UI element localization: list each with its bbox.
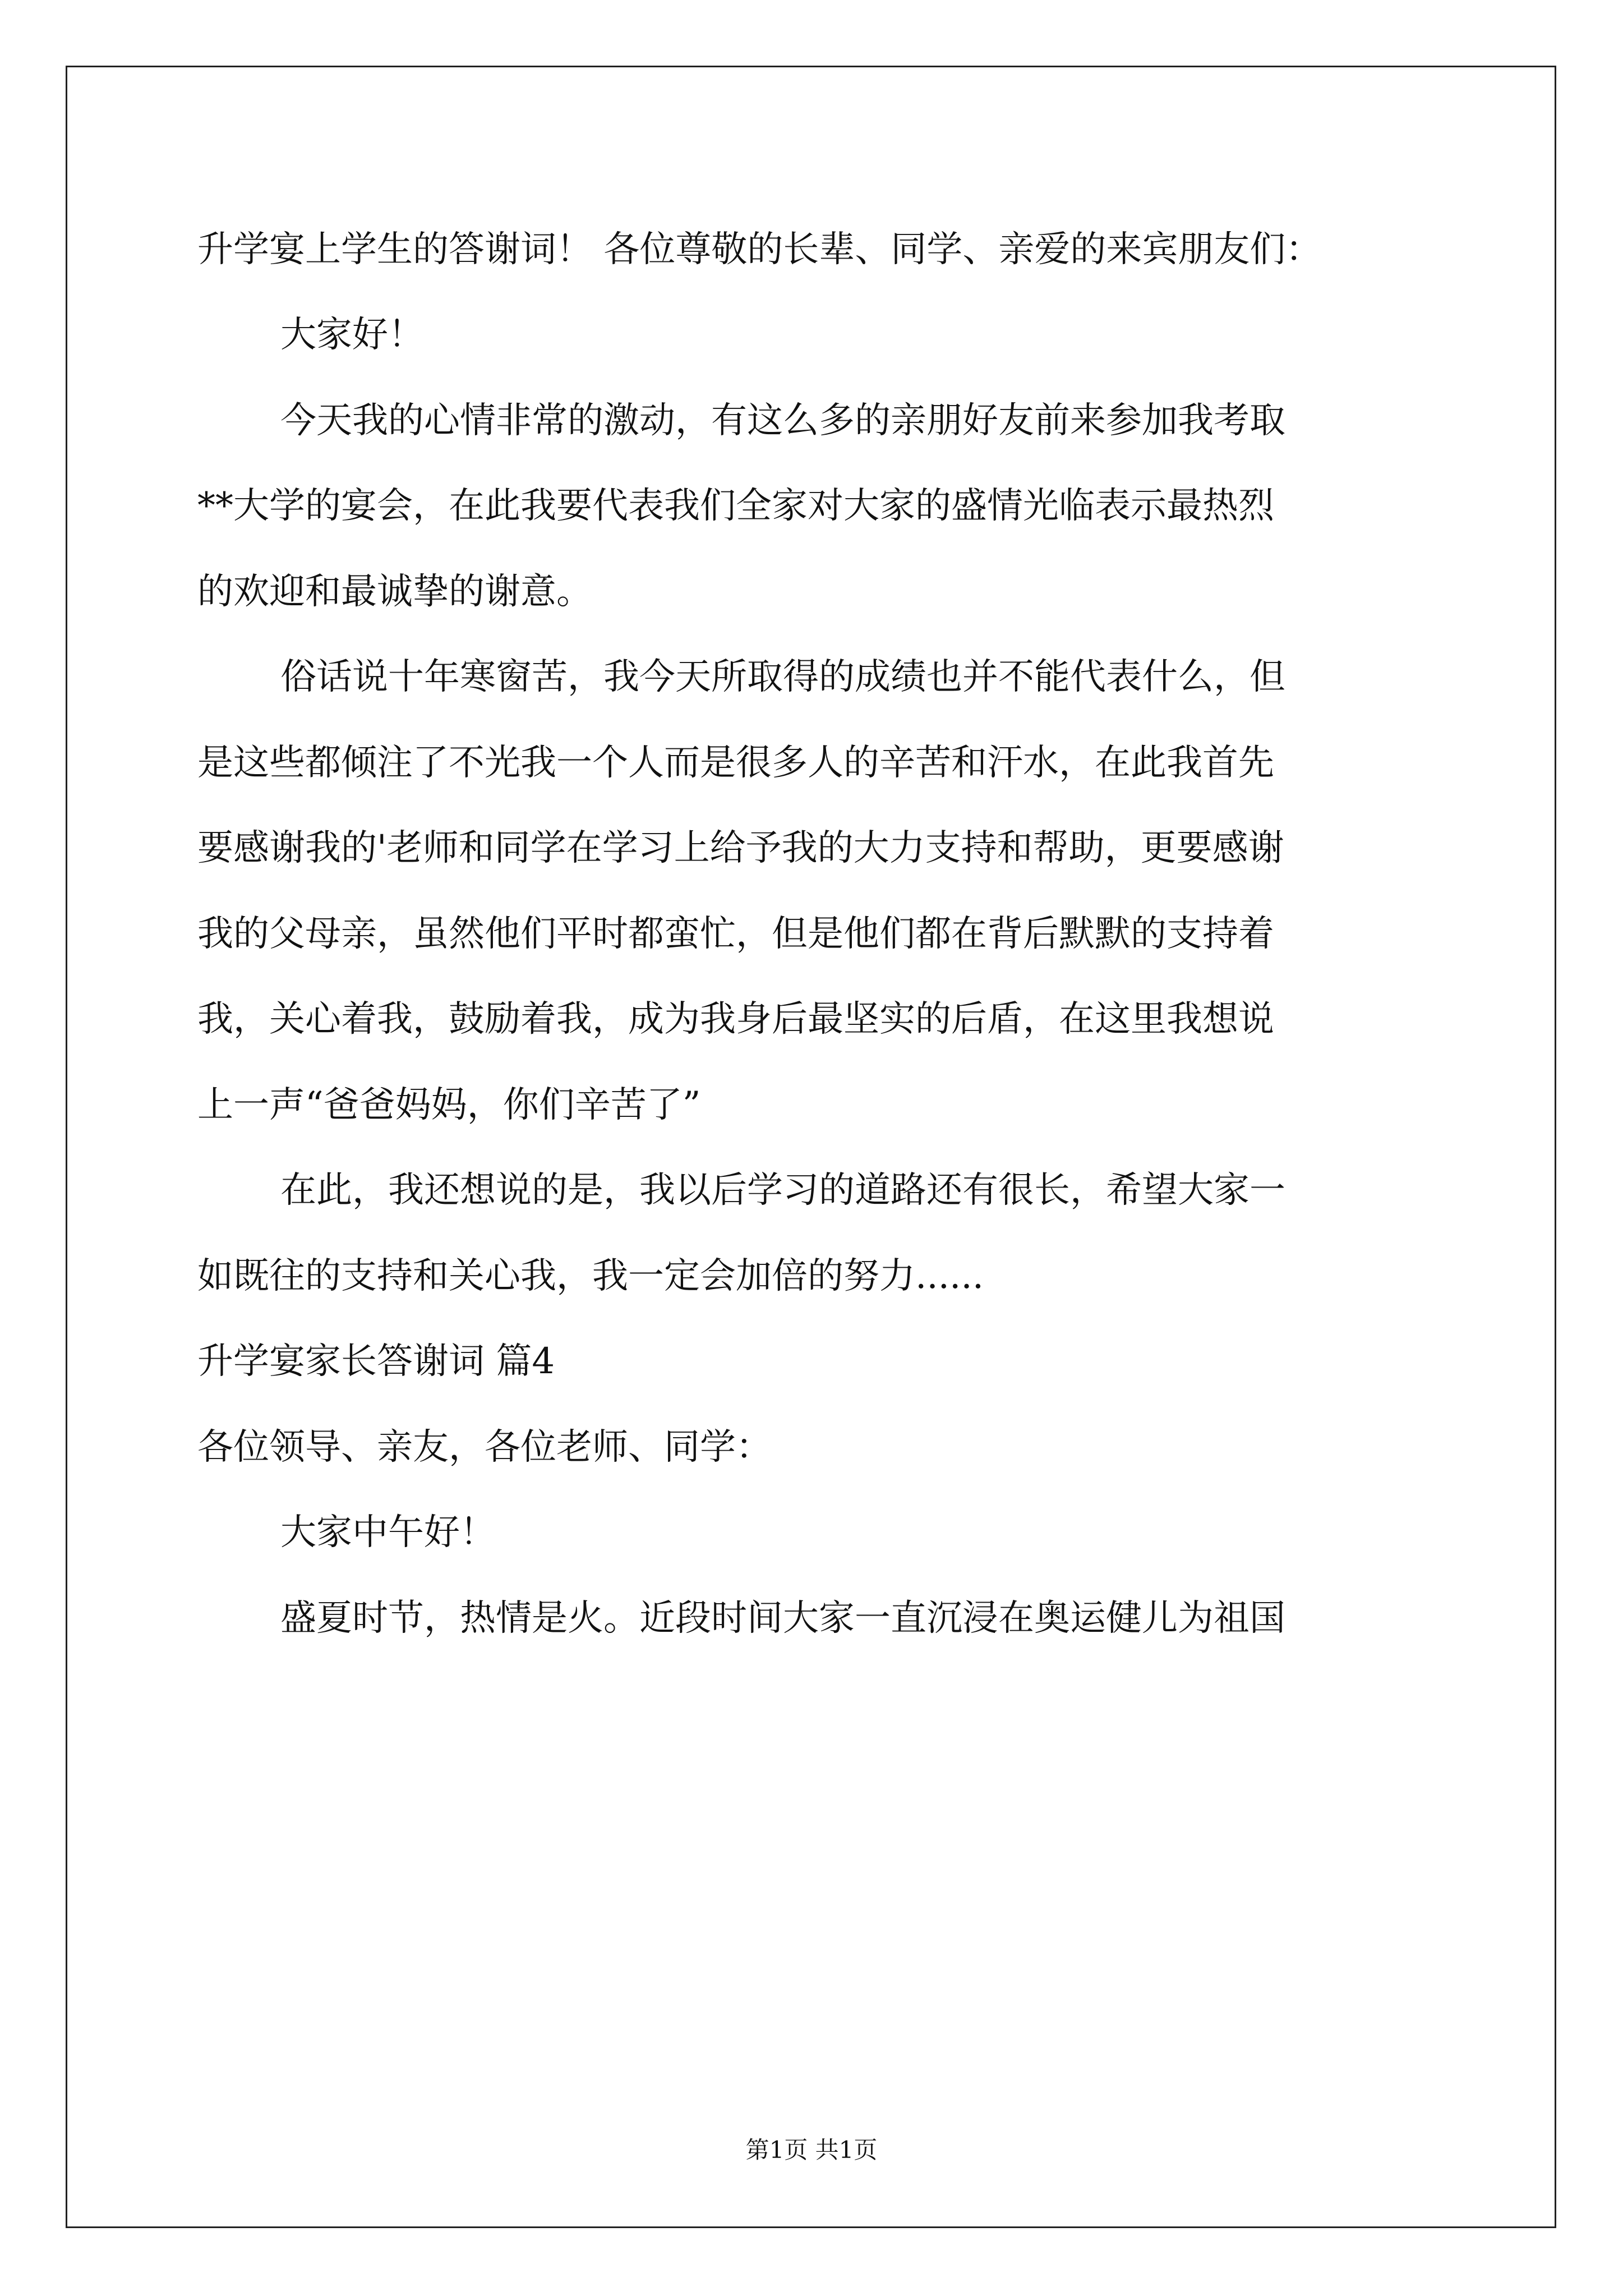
- text-line: 的欢迎和最诚挚的谢意。: [197, 571, 592, 613]
- text-line: 大家好！: [280, 314, 424, 356]
- text-line: 要感谢我的'老师和同学在学习上给予我的大力支持和帮助，更要感谢: [197, 827, 1284, 869]
- page-footer: 第1页 共1页: [745, 2136, 878, 2164]
- section-heading: 升学宴家长答谢词 篇4: [197, 1341, 555, 1382]
- text-line: 盛夏时节，热情是火。近段时间大家一直沉浸在奥运健儿为祖国: [280, 1598, 1285, 1639]
- text-line: 如既往的支持和关心我，我一定会加倍的努力......: [197, 1255, 984, 1297]
- text-line: 我，关心着我，鼓励着我，成为我身后最坚实的后盾，在这里我想说: [197, 999, 1274, 1040]
- text-line: 我的父母亲，虽然他们平时都蛮忙，但是他们都在背后默默的支持着: [197, 913, 1274, 955]
- text-line: 俗话说十年寒窗苦，我今天所取得的成绩也并不能代表什么，但: [280, 656, 1285, 698]
- text-line: 在此，我还想说的是，我以后学习的道路还有很长，希望大家一: [280, 1170, 1285, 1211]
- text-line: **大学的宴会，在此我要代表我们全家对大家的盛情光临表示最热烈: [197, 485, 1274, 527]
- text-line: 今天我的心情非常的激动，有这么多的亲朋好友前来参加我考取: [280, 400, 1285, 441]
- text-line: 升学宴上学生的答谢词！ 各位尊敬的长辈、同学、亲爱的来宾朋友们：: [197, 229, 1322, 270]
- text-line: 各位领导、亲友，各位老师、同学：: [197, 1427, 772, 1468]
- text-line: 大家中午好！: [280, 1512, 496, 1553]
- text-line: 上一声“爸爸妈妈，你们辛苦了”: [197, 1084, 701, 1126]
- text-line: 是这些都倾注了不光我一个人而是很多人的辛苦和汗水，在此我首先: [197, 742, 1274, 784]
